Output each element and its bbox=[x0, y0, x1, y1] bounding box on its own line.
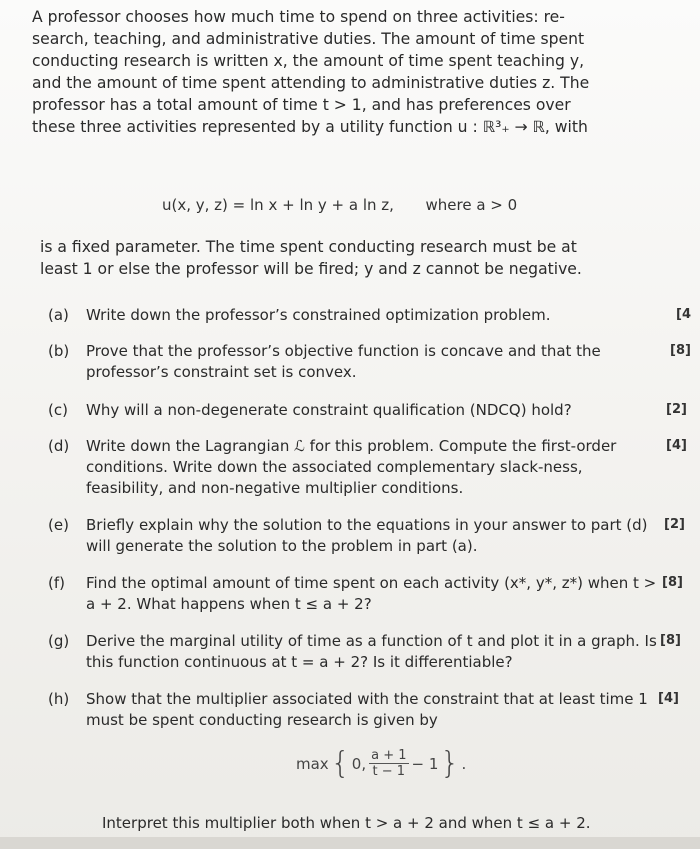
part-d bbox=[48, 436, 660, 499]
part-text: Find the optimal amount of time spent on each activity (x*, y*, z*) when t > a + 2. What happens when t ≤ a + 2? bbox=[86, 574, 657, 613]
fraction-denominator: t − 1 bbox=[372, 764, 406, 779]
cont-line: least 1 or else the professor will be fired; y and z cannot be negative. bbox=[40, 260, 582, 278]
max-zero: 0, bbox=[351, 754, 367, 773]
part-text: Write down the Lagrangian ℒ for this problem. Compute the first-order conditions. Write down the associated complementary slack-ness, feasibility, and non-negative multiplier conditions. bbox=[86, 437, 617, 497]
part-text: Show that the multiplier associated with the constraint that at least time 1 must be spent conducting research is given by bbox=[86, 690, 648, 729]
marks-c: [2] bbox=[666, 402, 687, 417]
interpret-instruction: Interpret this multiplier both when t > a + 2 and when t ≤ a + 2. bbox=[102, 814, 591, 832]
intro-line: search, teaching, and administrative duties. The amount of time spent bbox=[32, 30, 585, 48]
problem-intro bbox=[32, 6, 674, 138]
intro-line: these three activities represented by a utility function u : ℝ³₊ → ℝ, with bbox=[32, 118, 588, 136]
marks-d: [4] bbox=[666, 438, 687, 453]
part-label: (d) bbox=[48, 437, 70, 455]
part-label: (e) bbox=[48, 516, 69, 534]
marks-b: [8] bbox=[670, 343, 691, 358]
part-text: Write down the professor’s constrained optimization problem. bbox=[86, 306, 551, 324]
part-e bbox=[48, 515, 660, 557]
intro-line: professor has a total amount of time t > 1, and has preferences over bbox=[32, 96, 571, 114]
marks-h: [4] bbox=[658, 691, 679, 706]
part-f bbox=[48, 573, 660, 615]
formula-condition: where a > 0 bbox=[425, 196, 518, 214]
multiplier-expression bbox=[296, 745, 467, 781]
part-h bbox=[48, 689, 660, 731]
intro-line: and the amount of time spent attending to administrative duties z. The bbox=[32, 74, 590, 92]
intro-line: A professor chooses how much time to spend on three activities: re- bbox=[32, 8, 565, 26]
part-label: (a) bbox=[48, 306, 69, 324]
expression-period: . bbox=[461, 754, 467, 773]
part-text: Briefly explain why the solution to the equations in your answer to part (d) will generate the solution to the problem in part (a). bbox=[86, 516, 648, 555]
part-g bbox=[48, 631, 660, 673]
marks-f: [8] bbox=[662, 575, 683, 590]
part-label: (b) bbox=[48, 342, 70, 360]
part-text: Prove that the professor’s objective function is concave and that the professor’s constraint set is convex. bbox=[86, 342, 601, 381]
max-operator: max bbox=[296, 754, 329, 773]
part-a bbox=[48, 305, 660, 326]
part-label: (f) bbox=[48, 574, 65, 592]
formula-expression: u(x, y, z) = ln x + ln y + a ln z, bbox=[162, 196, 394, 214]
marks-e: [2] bbox=[664, 517, 685, 532]
intro-line: conducting research is written x, the amount of time spent teaching y, bbox=[32, 52, 585, 70]
page-bottom-edge bbox=[0, 837, 700, 849]
part-b bbox=[48, 341, 660, 383]
marks-a: [4 bbox=[676, 307, 691, 322]
part-text: Why will a non-degenerate constraint qualification (NDCQ) hold? bbox=[86, 401, 572, 419]
max-suffix: − 1 bbox=[411, 754, 439, 773]
left-brace: { bbox=[330, 745, 350, 781]
utility-formula bbox=[162, 196, 517, 214]
problem-continuation bbox=[40, 236, 680, 280]
right-brace: } bbox=[440, 745, 460, 781]
part-label: (g) bbox=[48, 632, 70, 650]
marks-g: [8] bbox=[660, 633, 681, 648]
cont-line: is a fixed parameter. The time spent conducting research must be at bbox=[40, 238, 577, 256]
part-text: Derive the marginal utility of time as a function of t and plot it in a graph. Is this function continuous at t = a + 2? Is it differentiable? bbox=[86, 632, 657, 671]
fraction bbox=[369, 748, 408, 779]
part-label: (h) bbox=[48, 690, 70, 708]
fraction-numerator: a + 1 bbox=[371, 748, 407, 763]
part-label: (c) bbox=[48, 401, 68, 419]
part-c bbox=[48, 400, 660, 421]
